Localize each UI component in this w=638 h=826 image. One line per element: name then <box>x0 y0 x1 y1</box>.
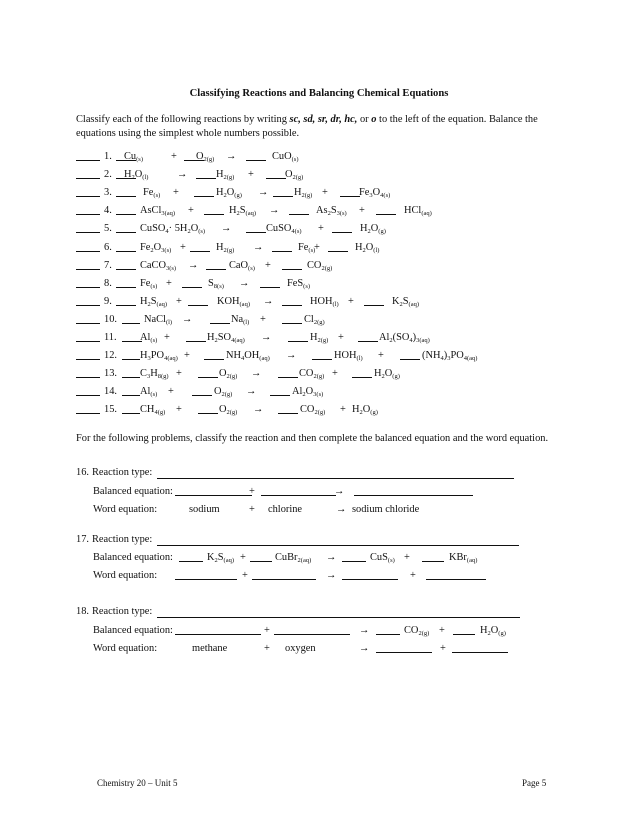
problem-17-type-blank[interactable] <box>157 545 519 546</box>
problem-number: 18. <box>76 606 89 617</box>
equation-number: 11. <box>104 332 117 343</box>
chemical-formula: $(NH_4)_3PO_{4(aq)}$ <box>422 350 478 363</box>
plus-sign: + <box>168 386 174 398</box>
coefficient-blank[interactable] <box>210 313 230 324</box>
chemical-formula: $H_2O_{(g)}$ <box>352 404 378 417</box>
equation-number: 15. <box>104 404 117 416</box>
formula-co2: $CO_{2(g)}$ <box>404 625 430 637</box>
plus-sign: + <box>173 187 179 199</box>
chemical-formula: AsCl$_{3(aq)}$ <box>140 205 176 218</box>
chemical-formula: $H_2O_{(l)}$ <box>124 169 149 182</box>
coefficient-blank[interactable] <box>204 349 224 360</box>
blank-3[interactable] <box>354 485 473 496</box>
plus-sign: + <box>166 277 172 289</box>
coefficient-blank[interactable] <box>289 204 309 215</box>
classification-blank[interactable] <box>76 168 100 179</box>
coefficient-blank[interactable] <box>400 349 420 360</box>
coefficient-blank[interactable] <box>116 204 136 215</box>
plus-sign: + <box>184 350 190 362</box>
equation-number: 12. <box>104 350 117 362</box>
chemical-formula: $H_{2(g)}$ <box>216 169 235 182</box>
arrow: → <box>226 151 237 162</box>
classification-blank[interactable] <box>76 385 100 396</box>
arrow: → <box>261 332 272 343</box>
footer-course: Chemistry 20 – Unit 5 <box>97 778 178 788</box>
word-reactant-1: methane <box>192 643 228 654</box>
chemical-formula: $NH_4OH_{(aq)}$ <box>226 350 270 363</box>
coefficient-blank[interactable] <box>272 241 292 252</box>
chemical-formula: $C_3H_{8(g)}$ <box>140 368 169 381</box>
chemical-formula: $H_2O_{(l)}$ <box>355 241 380 254</box>
plus-sign: + <box>188 205 194 217</box>
arrow: → <box>286 350 297 362</box>
coefficient-blank[interactable] <box>278 367 298 378</box>
word-reactant-2: oxygen <box>285 643 316 654</box>
coefficient-blank[interactable] <box>358 331 378 342</box>
plus-sign: + <box>176 368 182 380</box>
equation-number: 3. <box>104 187 112 199</box>
coef-blank[interactable] <box>342 551 366 562</box>
word-product: sodium chloride <box>352 504 420 515</box>
coefficient-blank[interactable] <box>270 385 290 396</box>
coefficient-blank[interactable] <box>282 259 302 270</box>
chemical-formula: $H_{2(g)}$ <box>310 332 329 344</box>
coefficient-blank[interactable] <box>364 295 384 306</box>
chemical-formula: FeS$_{(s)}$ <box>287 277 311 290</box>
classification-blank[interactable] <box>76 186 100 197</box>
equation-number: 9. <box>104 295 112 307</box>
formula-cubr2: CuBr$_{2(aq)}$ <box>275 552 312 564</box>
chemical-formula: $Na_{(l)}$ <box>231 313 250 326</box>
chemical-formula: $Fe_{(s)}$ <box>140 277 158 290</box>
coefficient-blank[interactable] <box>122 331 142 342</box>
chemical-formula: CuSO$_4$· $5H_2O_{(s)}$ <box>140 223 206 236</box>
problem-18-type-blank[interactable] <box>157 617 520 618</box>
coefficient-blank[interactable] <box>116 295 136 306</box>
formula-h2o: $H_2O_{(g)}$ <box>480 625 506 637</box>
classification-blank[interactable] <box>76 241 100 252</box>
coefficient-blank[interactable] <box>376 204 396 215</box>
chemical-formula: $O_{2(g)}$ <box>196 151 215 163</box>
problem-number: 17. <box>76 534 89 545</box>
chemical-formula: $Al_{(s)}$ <box>140 386 158 399</box>
plus-sign: + <box>440 643 446 654</box>
arrow: → <box>336 504 347 515</box>
chemical-formula: $H_2S_{(aq)}$ <box>140 295 168 308</box>
plus-sign: + <box>164 332 170 343</box>
blank-1[interactable] <box>175 624 261 635</box>
coef-blank[interactable] <box>376 624 400 635</box>
instructions-or: or <box>357 114 372 125</box>
chemical-formula: $Cl_{2(g)}$ <box>304 313 325 326</box>
word-blank-2[interactable] <box>452 642 508 653</box>
coefficient-blank[interactable] <box>332 222 352 233</box>
plus-sign: + <box>314 241 320 253</box>
chemical-formula: $O_{2(g)}$ <box>219 404 238 417</box>
coefficient-blank[interactable] <box>352 367 372 378</box>
coefficient-blank[interactable] <box>186 331 206 342</box>
chemical-formula: $H_{2(g)}$ <box>216 241 235 254</box>
word-blank-2[interactable] <box>252 569 316 580</box>
equation-number: 2. <box>104 169 112 181</box>
chemical-formula: $K_2S_{(aq)}$ <box>392 295 420 308</box>
coefficient-blank[interactable] <box>206 259 226 270</box>
chemical-formula: CaO$_{(s)}$ <box>229 259 255 272</box>
word-equation-label: Word equation: <box>93 570 158 581</box>
chemical-formula: NaCl$_{(l)}$ <box>144 313 173 326</box>
chemical-formula: $HOH_{(l)}$ <box>334 350 363 363</box>
chemical-formula: $Fe_{(s)}$ <box>143 187 161 200</box>
coefficient-blank[interactable] <box>273 186 293 197</box>
chemical-formula: $O_{2(g)}$ <box>219 368 238 381</box>
instructions-o-code: o <box>371 114 377 125</box>
arrow: → <box>253 404 264 416</box>
equation-number: 10. <box>104 313 117 325</box>
chemical-formula: CaCO$_{3(s)}$ <box>140 259 177 272</box>
classification-blank[interactable] <box>76 204 100 215</box>
plus-sign: + <box>176 404 182 416</box>
classification-blank[interactable] <box>76 367 100 378</box>
chemical-formula: $Al_2(SO_4)_{3(aq)}$ <box>379 332 430 344</box>
part2-intro: For the following problems, classify the reaction and then complete the balanced equation and the word equation. <box>76 433 549 444</box>
coefficient-blank[interactable] <box>196 168 216 179</box>
classification-blank[interactable] <box>76 403 100 414</box>
blank-2[interactable] <box>261 485 336 496</box>
coefficient-blank[interactable] <box>198 403 218 414</box>
plus-sign: + <box>249 504 255 515</box>
plus-sign: + <box>318 223 324 235</box>
chemical-formula: $H_2O_{(g)}$ <box>360 223 386 236</box>
coefficient-blank[interactable] <box>282 295 302 306</box>
coef-blank[interactable] <box>250 551 272 562</box>
balanced-equation-label: Balanced equation: <box>93 552 173 563</box>
arrow: → <box>263 295 274 307</box>
plus-sign: + <box>404 552 410 563</box>
chemical-formula: $CO_{2(g)}$ <box>300 404 326 417</box>
chemical-formula: $CO_{2(g)}$ <box>299 368 325 381</box>
plus-sign: + <box>248 169 254 181</box>
balanced-equation-label: Balanced equation: <box>93 625 173 636</box>
chemical-formula: $Fe_3O_{4(s)}$ <box>359 187 391 200</box>
classification-blank[interactable] <box>76 313 100 324</box>
chemical-formula: $S_{8(s)}$ <box>208 277 224 290</box>
plus-sign: + <box>378 350 384 362</box>
coef-blank[interactable] <box>179 551 203 562</box>
coefficient-blank[interactable] <box>278 403 298 414</box>
classification-blank[interactable] <box>76 331 100 342</box>
word-reactant-2: chlorine <box>268 504 303 515</box>
plus-sign: + <box>260 313 266 325</box>
coefficient-blank[interactable] <box>192 385 212 396</box>
coefficient-blank[interactable] <box>122 313 140 324</box>
plus-sign: + <box>439 625 445 636</box>
blank-1[interactable] <box>175 485 252 496</box>
equation-number: 8. <box>104 277 112 289</box>
chemical-formula: $H_2O_{(g)}$ <box>374 368 400 381</box>
chemical-formula: $O_{2(g)}$ <box>214 386 233 399</box>
chemical-formula: $H_2SO_{4(aq)}$ <box>207 332 245 344</box>
coefficient-blank[interactable] <box>328 241 348 252</box>
coefficient-blank[interactable] <box>116 186 136 197</box>
instructions-codes: sc, sd, sr, dr, hc, <box>289 114 358 125</box>
plus-sign: + <box>332 368 338 380</box>
coefficient-blank[interactable] <box>282 313 302 324</box>
reaction-type-label: Reaction type: <box>92 467 153 478</box>
reaction-type-label: Reaction type: <box>92 534 153 545</box>
plus-sign: + <box>359 205 365 217</box>
plus-sign: + <box>240 552 246 563</box>
plus-sign: + <box>265 259 271 271</box>
classification-blank[interactable] <box>76 277 100 288</box>
coefficient-blank[interactable] <box>182 277 202 288</box>
coefficient-blank[interactable] <box>260 277 280 288</box>
arrow: → <box>326 552 337 563</box>
coefficient-blank[interactable] <box>116 277 136 288</box>
word-equation-label: Word equation: <box>93 504 158 515</box>
plus-sign: + <box>264 625 270 636</box>
coefficient-blank[interactable] <box>190 241 210 252</box>
classification-blank[interactable] <box>76 295 100 306</box>
plus-sign: + <box>171 151 177 162</box>
chemical-formula: HCl$_{(aq)}$ <box>404 205 432 218</box>
blank-2[interactable] <box>274 624 350 635</box>
chemical-formula: CuO$_{(s)}$ <box>272 151 299 163</box>
chemical-formula: $Fe_2O_{3(s)}$ <box>140 241 172 254</box>
equation-number: 6. <box>104 241 112 253</box>
chemical-formula: $H_2S_{(aq)}$ <box>229 205 257 218</box>
arrow: → <box>239 277 250 289</box>
instructions-suffix: to the left of the equation. Balance the equations using the simplest whole numbers possible. <box>76 114 538 139</box>
equation-number: 7. <box>104 259 112 271</box>
arrow: → <box>359 625 370 636</box>
arrow: → <box>253 241 264 253</box>
formula-kbr: KBr$_{(aq)}$ <box>449 552 478 564</box>
equation-number: 13. <box>104 368 117 380</box>
equation-number: 14. <box>104 386 117 398</box>
coefficient-blank[interactable] <box>312 349 332 360</box>
instructions <box>76 113 566 140</box>
arrow: → <box>269 205 280 217</box>
word-blank-4[interactable] <box>426 569 486 580</box>
classification-blank[interactable] <box>76 259 100 270</box>
formula-cus: CuS$_{(s)}$ <box>370 552 395 564</box>
page-title: Classifying Reactions and Balancing Chemical Equations <box>189 88 449 99</box>
problem-16-type-blank[interactable] <box>157 478 514 479</box>
plus-sign: + <box>249 486 255 497</box>
equation-number: 4. <box>104 205 112 217</box>
plus-sign: + <box>176 295 182 307</box>
coefficient-blank[interactable] <box>122 367 140 378</box>
chemical-formula: $H_3PO_{4(aq)}$ <box>140 350 178 363</box>
reaction-type-label: Reaction type: <box>92 606 153 617</box>
coefficient-blank[interactable] <box>116 222 136 233</box>
chemical-formula: $H_{2(g)}$ <box>294 187 313 200</box>
arrow: → <box>177 169 188 181</box>
coefficient-blank[interactable] <box>266 168 286 179</box>
chemical-formula: $Cu_{(s)}$ <box>124 151 143 163</box>
word-blank-3[interactable] <box>342 569 398 580</box>
problem-number: 16. <box>76 467 89 478</box>
arrow: → <box>182 313 193 325</box>
plus-sign: + <box>180 241 186 253</box>
coefficient-blank[interactable] <box>116 259 136 270</box>
arrow: → <box>326 570 337 581</box>
plus-sign: + <box>264 643 270 654</box>
coefficient-blank[interactable] <box>122 403 140 414</box>
arrow: → <box>258 187 269 199</box>
coefficient-blank[interactable] <box>194 186 214 197</box>
chemical-formula: $As_2S_{3(s)}$ <box>316 205 347 218</box>
plus-sign: + <box>338 332 344 343</box>
arrow: → <box>251 368 262 380</box>
coefficient-blank[interactable] <box>340 186 360 197</box>
classification-blank[interactable] <box>76 150 100 161</box>
chemical-formula: $Al_2O_{3(s)}$ <box>292 386 324 399</box>
equation-number: 1. <box>104 151 112 162</box>
coefficient-blank[interactable] <box>188 295 208 306</box>
chemical-formula: $O_{2(g)}$ <box>285 169 304 182</box>
coefficient-blank[interactable] <box>204 204 224 215</box>
word-equation-label: Word equation: <box>93 643 158 654</box>
coef-blank[interactable] <box>422 551 444 562</box>
chemical-formula: $KOH_{(aq)}$ <box>217 295 250 308</box>
arrow: → <box>334 486 345 497</box>
coefficient-blank[interactable] <box>246 222 266 233</box>
arrow: → <box>246 386 257 398</box>
coefficient-blank[interactable] <box>122 385 140 396</box>
footer-page-number: Page 5 <box>522 778 547 788</box>
arrow: → <box>359 643 370 654</box>
coefficient-blank[interactable] <box>246 150 266 161</box>
coef-blank[interactable] <box>453 624 475 635</box>
word-blank-1[interactable] <box>175 569 237 580</box>
formula-k2s: $K_2S_{(aq)}$ <box>207 552 235 564</box>
classification-blank[interactable] <box>76 349 100 360</box>
arrow: → <box>188 259 199 271</box>
chemical-formula: $CO_{2(g)}$ <box>307 259 333 272</box>
chemical-formula: $CH_{4(g)}$ <box>140 404 166 417</box>
word-reactant-1: sodium <box>189 504 220 515</box>
plus-sign: + <box>340 404 346 416</box>
coefficient-blank[interactable] <box>122 349 140 360</box>
chemical-formula: $Fe_{(s)}$ <box>298 241 316 254</box>
balanced-equation-label: Balanced equation: <box>93 486 173 497</box>
chemical-formula: $HOH_{(l)}$ <box>310 295 339 308</box>
classification-blank[interactable] <box>76 222 100 233</box>
plus-sign: + <box>242 570 248 581</box>
chemical-formula: CuSO$_{4(s)}$ <box>266 223 302 236</box>
coefficient-blank[interactable] <box>288 331 308 342</box>
plus-sign: + <box>410 570 416 581</box>
plus-sign: + <box>348 295 354 307</box>
plus-sign: + <box>322 187 328 199</box>
chemical-formula: $Al_{(s)}$ <box>140 332 158 344</box>
coefficient-blank[interactable] <box>116 241 136 252</box>
instructions-prefix: Classify each of the following reactions by writing <box>76 114 290 125</box>
chemical-formula: $H_2O_{(g)}$ <box>216 187 242 200</box>
equation-number: 5. <box>104 223 112 235</box>
coefficient-blank[interactable] <box>198 367 218 378</box>
arrow: → <box>221 223 232 235</box>
word-blank-1[interactable] <box>376 642 432 653</box>
